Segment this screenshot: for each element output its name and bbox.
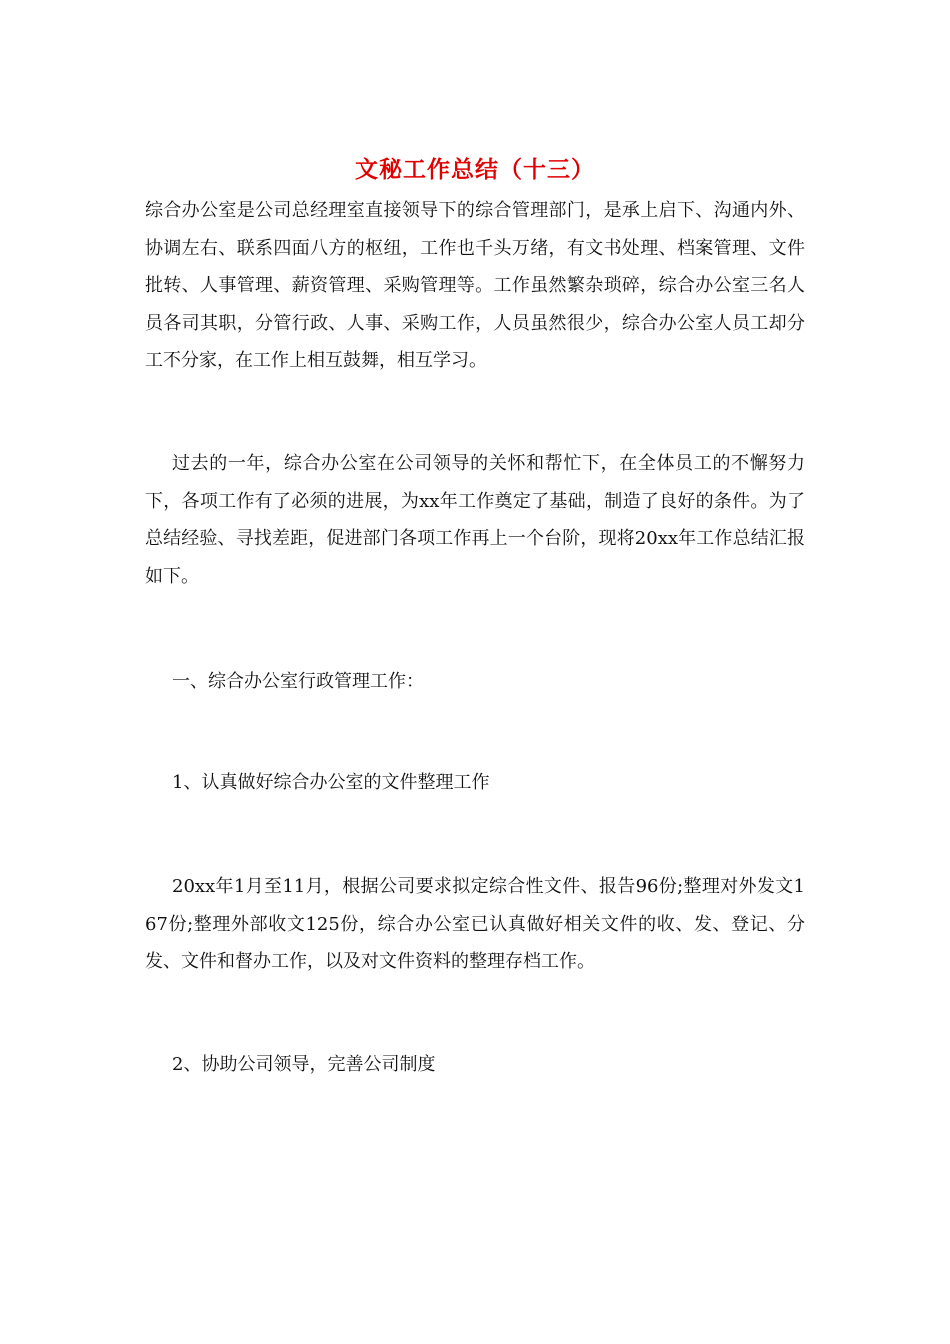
subheading-company-rules: 2、协助公司领导，完善公司制度 bbox=[172, 1054, 436, 1075]
paragraph-intro: 综合办公室是公司总经理室直接领导下的综合管理部门，是承上启下、沟通内外、协调左右、联系四面八方的枢纽，工作也千头万绪，有文书处理、档案管理、文件批转、人事管理、薪资管理、采购管理等。工作虽然繁杂琐碎，综合办公室三名人员各司其职，分管行政、人事、采购工作，人员虽然很少，综合办公室人员工却分工不分家，在工作上相互鼓舞，相互学习。 bbox=[145, 200, 805, 371]
paragraph-overview: 过去的一年，综合办公室在公司领导的关怀和帮忙下，在全体员工的不懈努力下，各项工作有了必须的进展，为xx年工作奠定了基础，制造了良好的条件。为了总结经验、寻找差距，促进部门各项工作再上一个台阶，现将20xx年工作总结汇报如下。 bbox=[145, 453, 805, 587]
paragraph-file-stats: 20xx年1月至11月，根据公司要求拟定综合性文件、报告96份;整理对外发文167份;整理外部收文125份，综合办公室已认真做好相关文件的收、发、登记、分发、文件和督办工作，以及对文件资料的整理存档工作。 bbox=[145, 876, 805, 972]
section-heading-admin: 一、综合办公室行政管理工作： bbox=[172, 671, 424, 692]
document-title: 文秘工作总结（十三） bbox=[355, 156, 595, 183]
subheading-file-work: 1、认真做好综合办公室的文件整理工作 bbox=[172, 772, 490, 793]
